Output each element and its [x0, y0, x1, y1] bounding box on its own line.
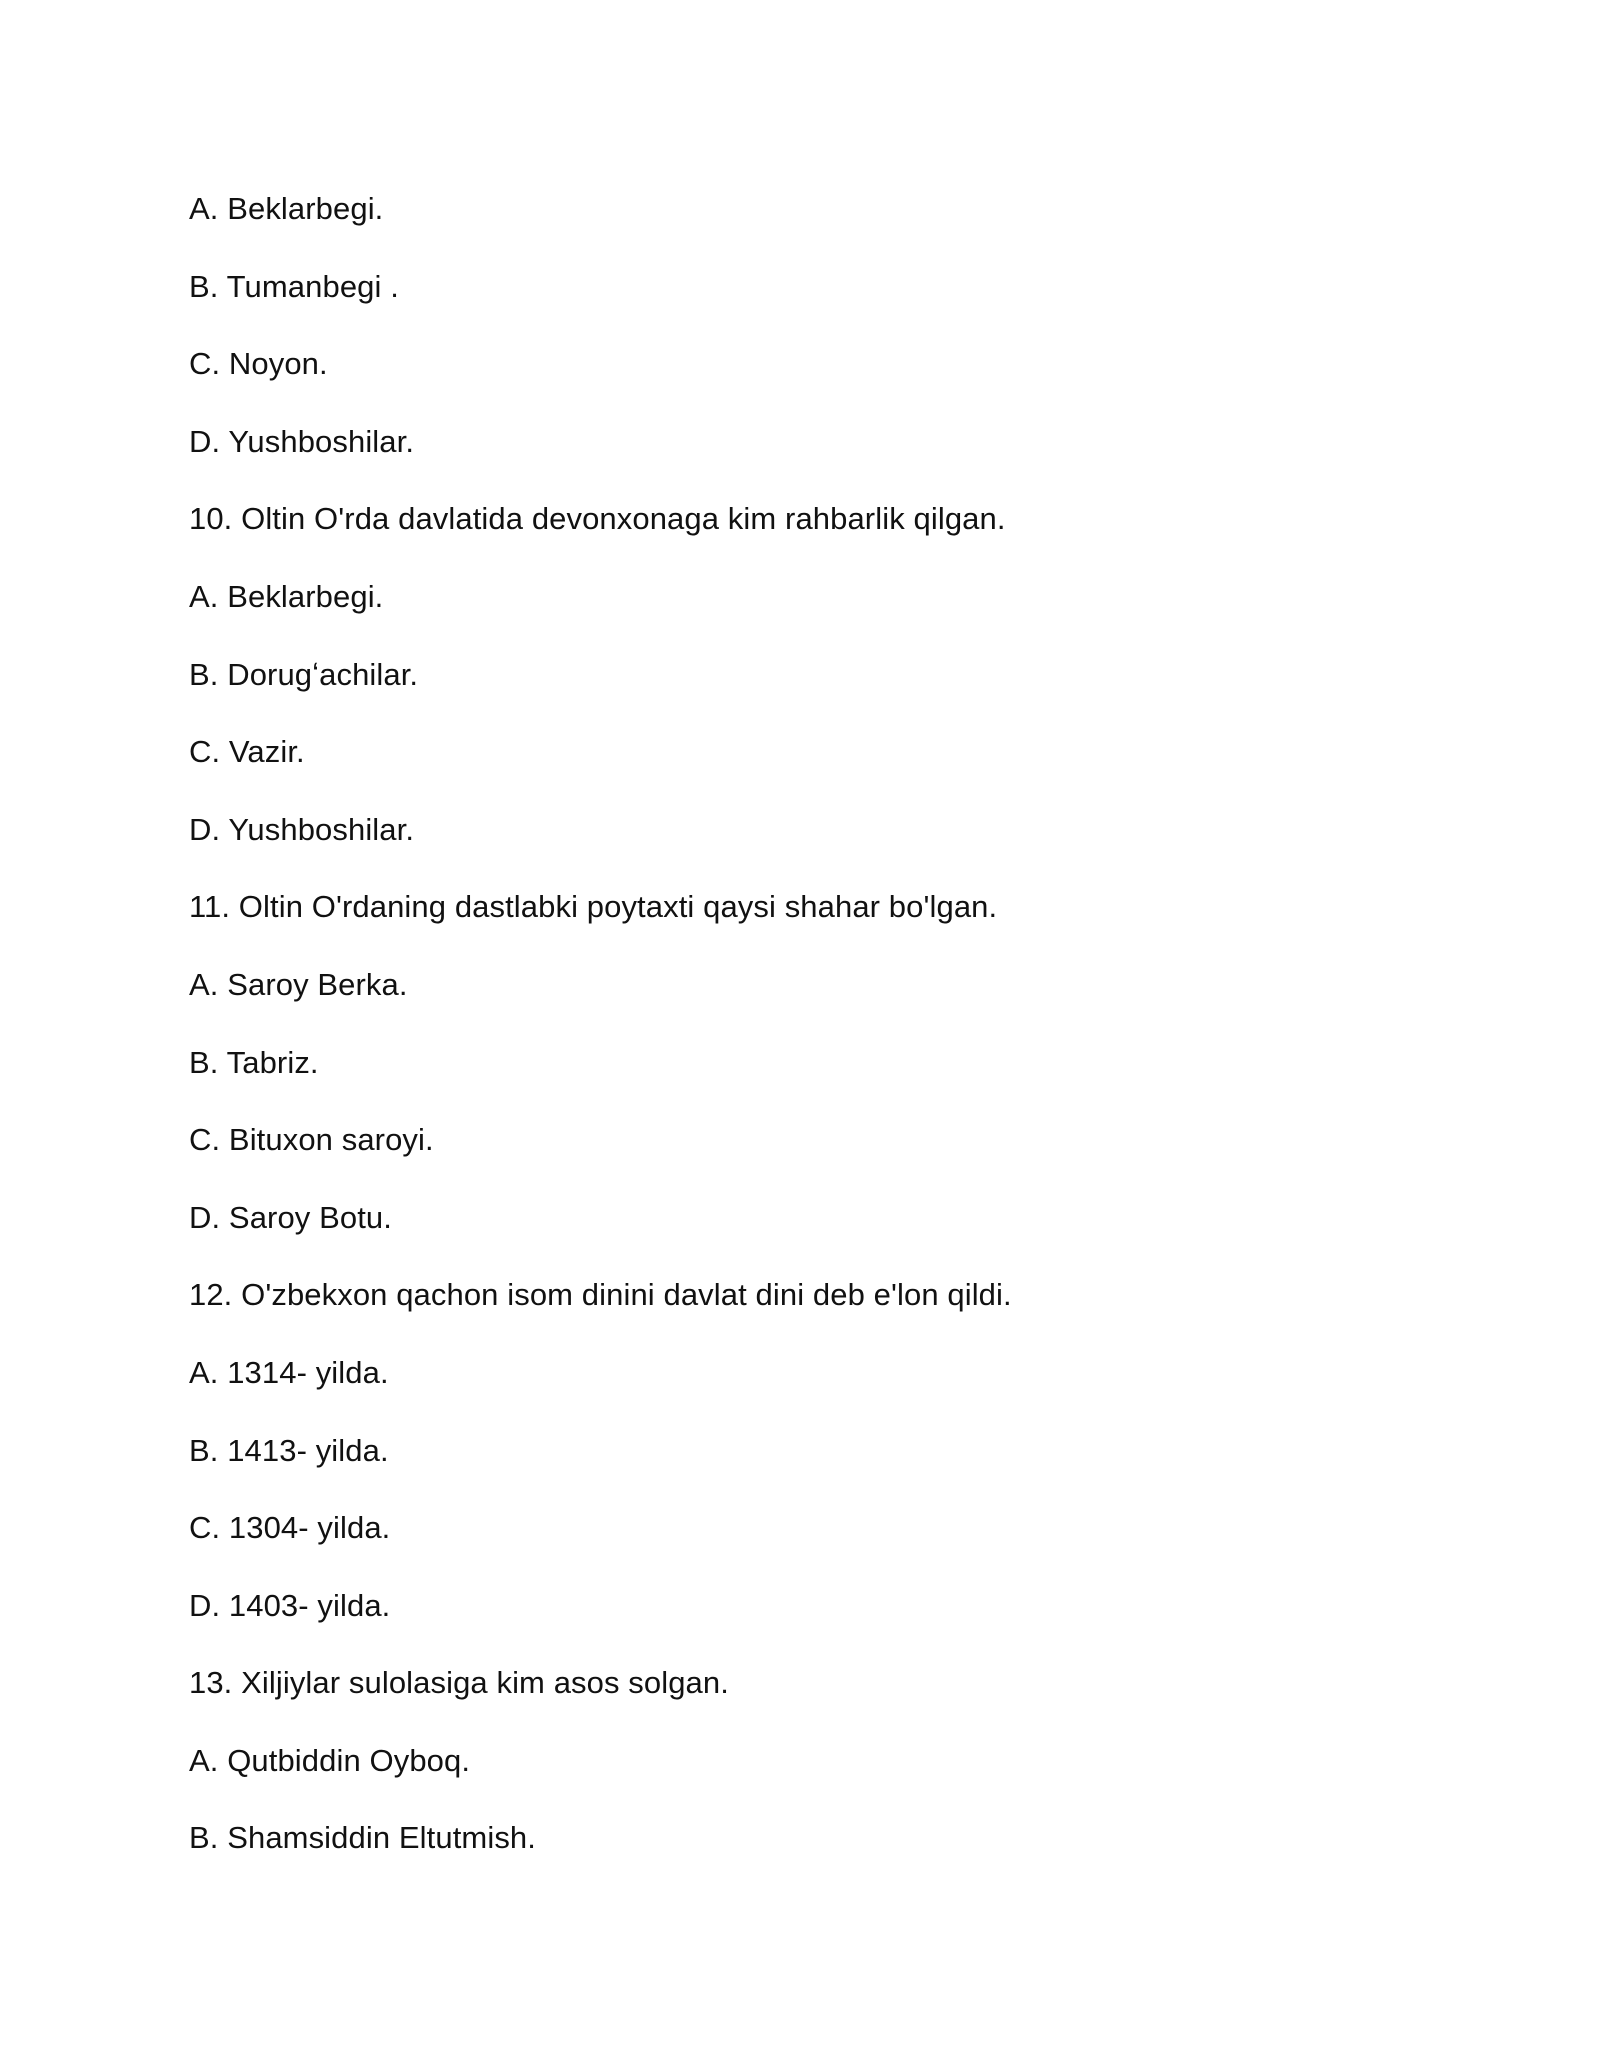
answer-option: D. Saroy Botu.: [189, 1199, 392, 1235]
question-12: 12. O'zbekxon qachon isom dinini davlat dini deb e'lon qildi.: [189, 1277, 1012, 1313]
answer-option: C. Vazir.: [189, 734, 305, 770]
answer-option: C. Noyon.: [189, 346, 328, 382]
answer-option: A. Beklarbegi.: [189, 191, 384, 226]
answer-option: B. Tumanbegi .: [189, 268, 399, 304]
answer-option: A. 1314- yilda.: [189, 1354, 389, 1390]
answer-option: A. Beklarbegi.: [189, 578, 384, 614]
answer-option: D. Yushboshilar.: [189, 811, 415, 847]
answer-option: A. Qutbiddin Oyboq.: [189, 1742, 471, 1778]
question-13: 13. Xiljiylar sulolasiga kim asos solgan.: [189, 1665, 729, 1701]
quiz-text: [189, 185, 1489, 1892]
answer-option: C. 1304- yilda.: [189, 1510, 391, 1546]
question-10: 10. Oltin O'rda davlatida devonxonaga kim rahbarlik qilgan.: [189, 501, 1006, 537]
answer-option: C. Bituxon saroyi.: [189, 1122, 434, 1158]
answer-option: B. Dorugʻachilar.: [189, 656, 419, 692]
answer-option: D. 1403- yilda.: [189, 1587, 391, 1623]
answer-option: A. Saroy Berka.: [189, 966, 408, 1002]
question-11: 11. Oltin O'rdaning dastlabki poytaxti qaysi shahar bo'lgan.: [189, 889, 998, 925]
answer-option: B. Tabriz.: [189, 1044, 319, 1080]
answer-option: D. Yushboshilar.: [189, 423, 415, 459]
answer-option: B. Shamsiddin Eltutmish.: [189, 1820, 536, 1856]
answer-option: B. 1413- yilda.: [189, 1432, 389, 1468]
